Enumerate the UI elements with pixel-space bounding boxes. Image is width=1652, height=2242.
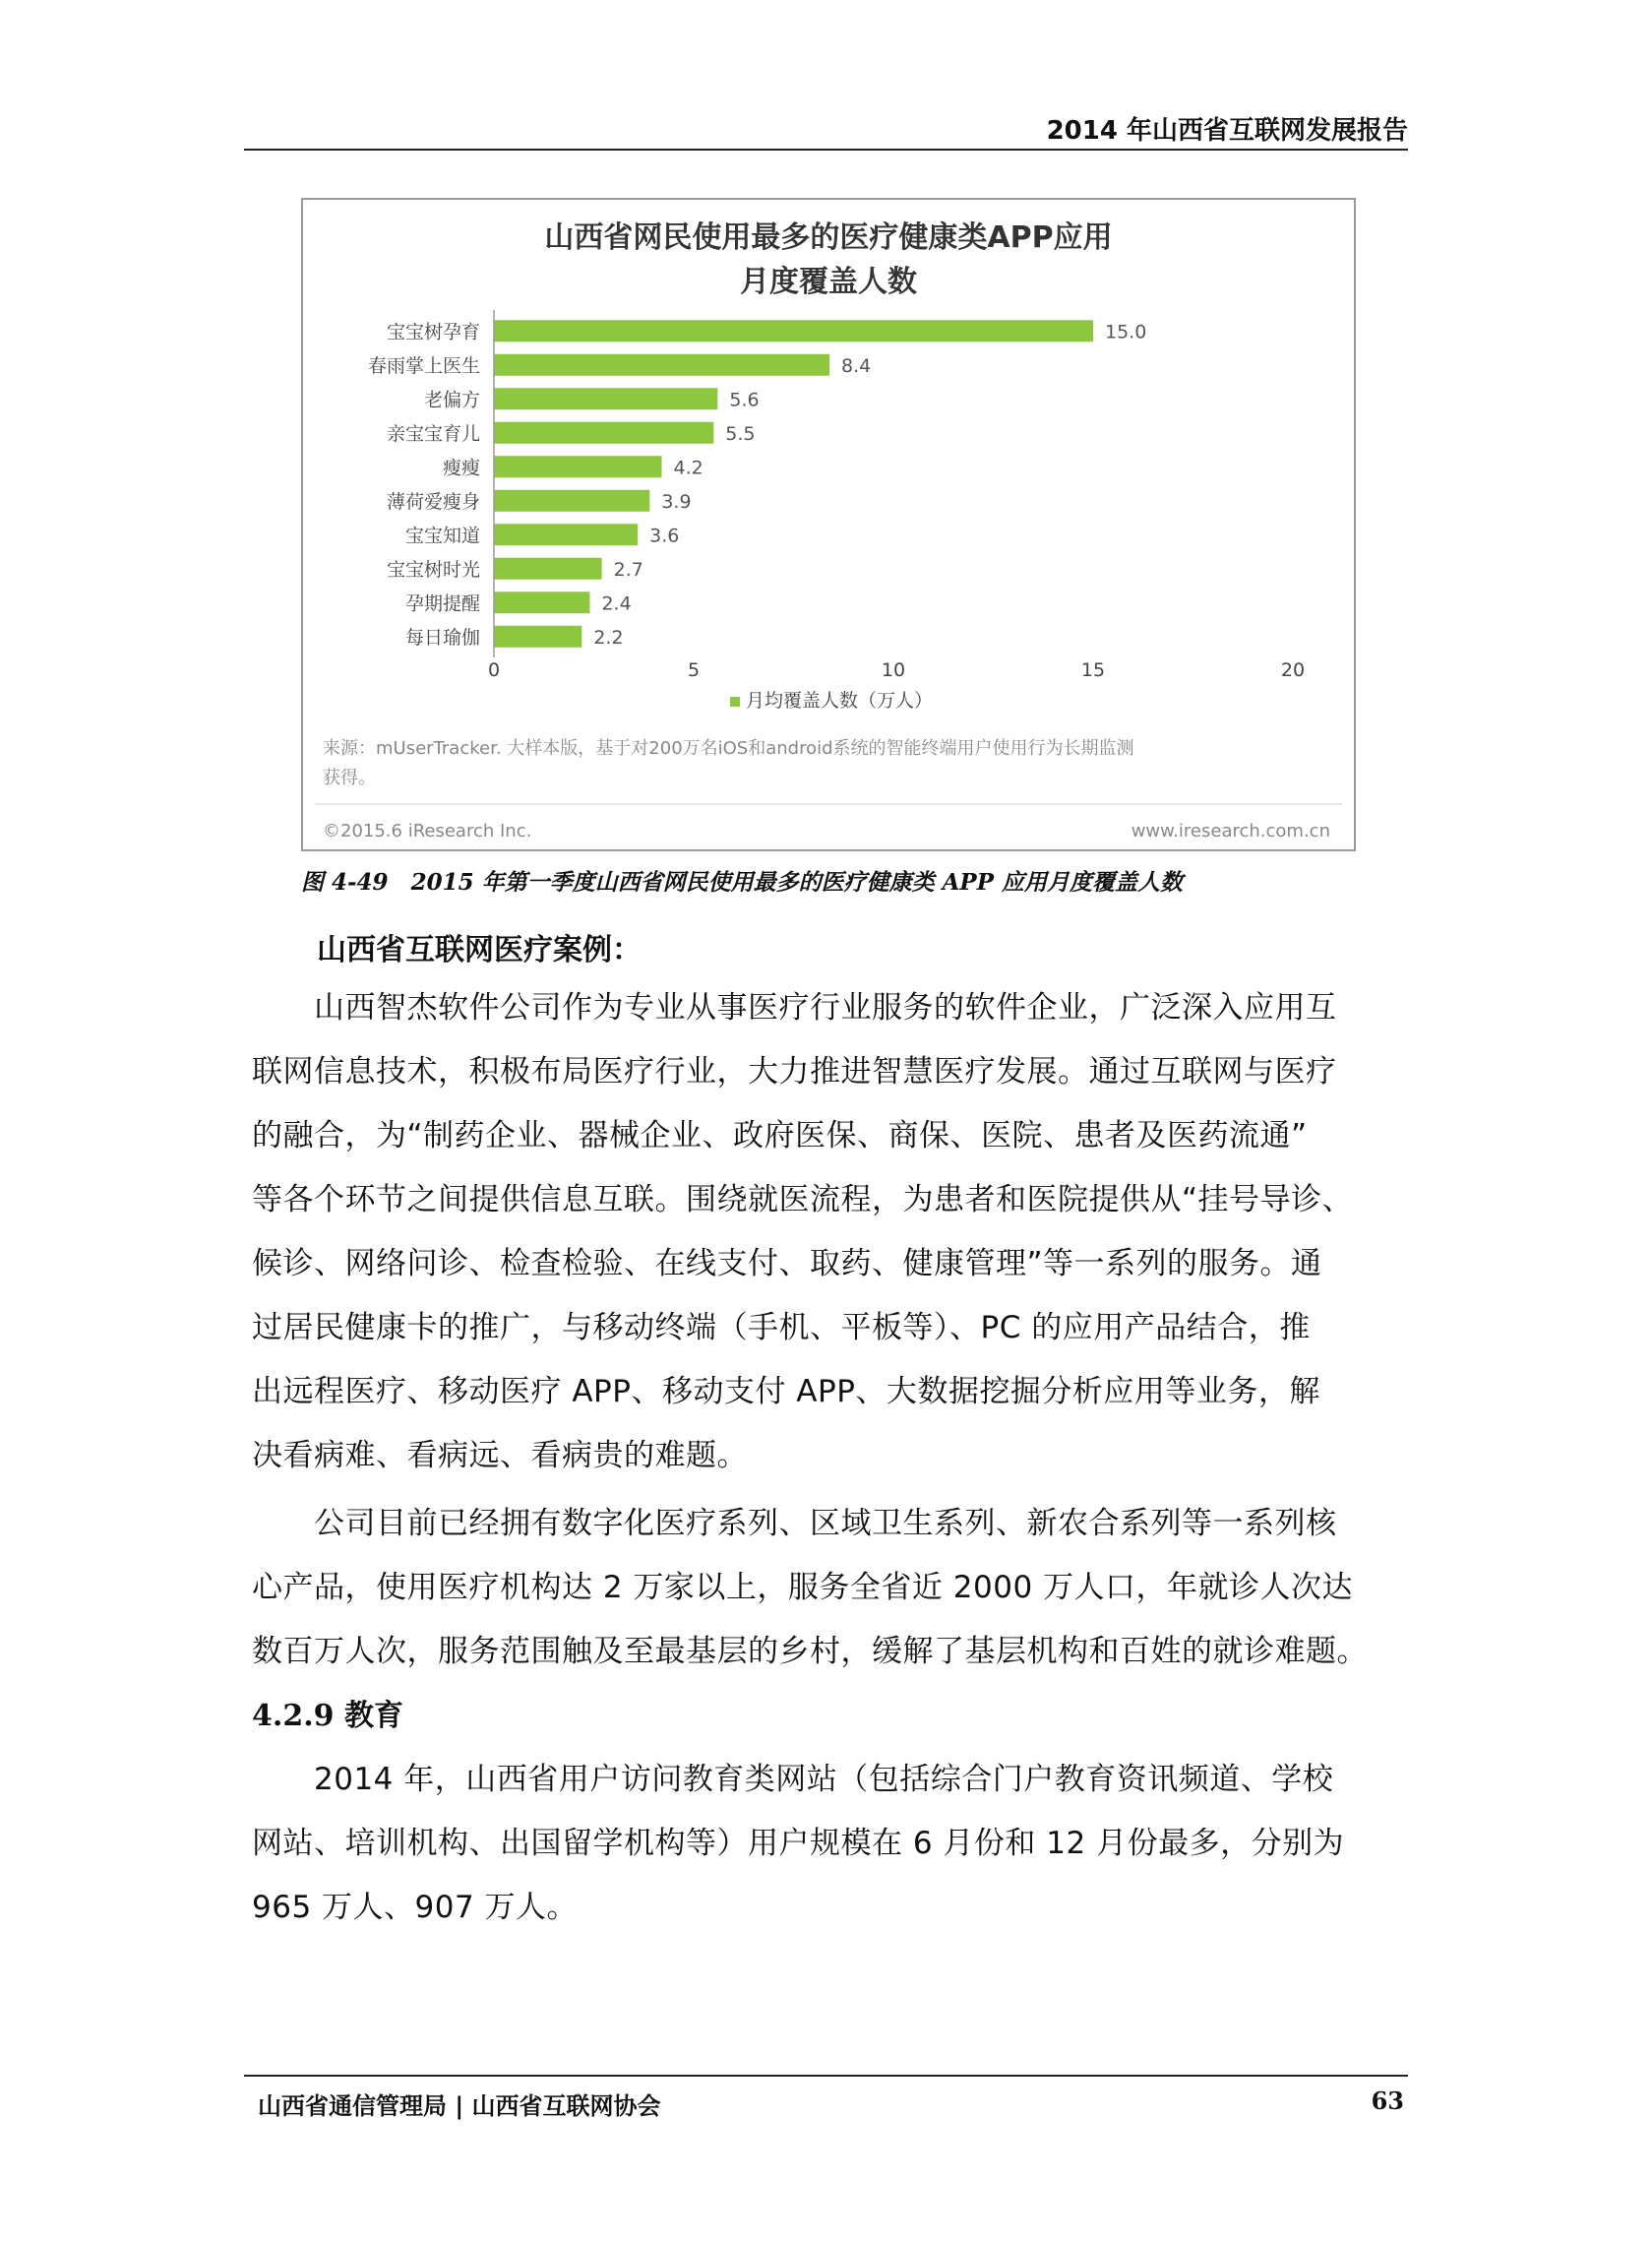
paragraph-line: 候诊、网络问诊、检查检验、在线支付、取药、健康管理”等一系列的服务。通 [252, 1246, 1322, 1281]
chart-title-line-2: 月度覆盖人数 [740, 265, 917, 299]
category-label: 孕期提醒 [404, 592, 480, 615]
value-label: 2.7 [613, 558, 643, 581]
paragraph-line: 出远程医疗、移动医疗 APP、移动支付 APP、大数据挖掘分析应用等业务，解 [252, 1374, 1320, 1409]
bar [494, 320, 1093, 342]
value-label: 3.9 [661, 490, 692, 513]
x-tick-label: 5 [687, 659, 701, 681]
category-label: 瘦瘦 [442, 457, 480, 479]
paragraph-line: 网站、培训机构、出国留学机构等）用户规模在 6 月份和 12 月份最多，分别为 [252, 1826, 1345, 1861]
header-divider [244, 149, 1408, 151]
bar [494, 490, 649, 512]
value-label: 8.4 [841, 354, 872, 377]
value-label: 5.5 [725, 422, 756, 445]
paragraph-line: 联网信息技术，积极布局医疗行业，大力推进智慧医疗发展。通过互联网与医疗 [252, 1054, 1337, 1090]
category-label: 亲宝宝育儿 [386, 422, 480, 445]
bar [494, 592, 589, 613]
figure-caption: 图 4-49 2015 年第一季度山西省网民使用最多的医疗健康类 APP 应用月度覆盖人数 [301, 869, 1184, 896]
category-label: 春雨掌上医生 [367, 354, 480, 377]
section-heading: 山西省互联网医疗案例： [317, 933, 642, 967]
paragraph-line: 965 万人、907 万人。 [252, 1890, 579, 1925]
paragraph-line: 的融合，为“制药企业、器械企业、政府医保、商保、医院、患者及医药流通” [252, 1118, 1308, 1153]
paragraph-line: 2014 年，山西省用户访问教育类网站（包括综合门户教育资讯频道、学校 [252, 1762, 1334, 1797]
bar [494, 456, 662, 477]
category-label: 宝宝树时光 [386, 558, 480, 581]
bar [494, 388, 717, 409]
paragraph-line: 公司目前已经拥有数字化医疗系列、区域卫生系列、新农合系列等一系列核 [252, 1506, 1337, 1541]
bar [494, 626, 581, 648]
bar [494, 422, 713, 444]
legend-label: 月均覆盖人数（万人） [746, 690, 934, 712]
page-header-title: 2014 年山西省互联网发展报告 [1046, 116, 1408, 146]
paragraph-line: 山西智杰软件公司作为专业从事医疗行业服务的软件企业，广泛深入应用互 [252, 990, 1337, 1026]
website-text: www.iresearch.com.cn [1131, 821, 1330, 841]
subsection-heading-education: 4.2.9 教育 [252, 1699, 403, 1733]
source-note-line-2: 获得。 [323, 768, 376, 788]
source-note-line-1: 来源：mUserTracker. 大样本版，基于对200万名iOS和android系统的智能终端用户使用行为长期监测 [323, 738, 1134, 759]
paragraph-line: 等各个环节之间提供信息互联。围绕就医流程，为患者和医院提供从“挂号导诊、 [252, 1182, 1354, 1217]
chart-title-line-1: 山西省网民使用最多的医疗健康类APP应用 [544, 220, 1113, 255]
category-label: 宝宝知道 [404, 525, 480, 547]
footer-divider [244, 2075, 1408, 2077]
category-label: 每日瑜伽 [404, 626, 480, 649]
bar [494, 524, 638, 545]
x-tick-label: 20 [1280, 659, 1306, 681]
x-tick-label: 0 [487, 659, 501, 681]
paragraph-line: 数百万人次，服务范围触及至最基层的乡村，缓解了基层机构和百姓的就诊难题。 [252, 1634, 1368, 1669]
value-label: 2.2 [593, 626, 624, 649]
page-number: 63 [1371, 2086, 1404, 2115]
bar [494, 558, 602, 580]
bar-chart-figure [301, 198, 1356, 851]
paragraph-line: 心产品，使用医疗机构达 2 万家以上，服务全省近 2000 万人口，年就诊人次达 [252, 1570, 1354, 1605]
category-label: 薄荷爱瘦身 [386, 490, 480, 513]
value-label: 3.6 [649, 525, 680, 547]
bar [494, 354, 829, 376]
category-label: 老偏方 [423, 389, 480, 411]
copyright-text: ©2015.6 iResearch Inc. [323, 821, 532, 841]
value-label: 4.2 [673, 457, 704, 479]
bars-group [368, 320, 1146, 649]
category-label: 宝宝树孕育 [386, 321, 480, 343]
footer-organizations: 山西省通信管理局 | 山西省互联网协会 [258, 2092, 661, 2120]
value-label: 5.6 [729, 389, 760, 411]
legend-swatch [730, 697, 740, 707]
value-label: 2.4 [601, 592, 632, 615]
paragraph-line: 过居民健康卡的推广，与移动终端（手机、平板等）、PC 的应用产品结合，推 [252, 1310, 1311, 1345]
x-tick-label: 10 [881, 659, 906, 681]
paragraph-line: 决看病难、看病远、看病贵的难题。 [252, 1438, 748, 1473]
x-tick-label: 15 [1080, 659, 1106, 681]
value-label: 15.0 [1105, 321, 1147, 343]
bar-chart [303, 200, 1354, 849]
